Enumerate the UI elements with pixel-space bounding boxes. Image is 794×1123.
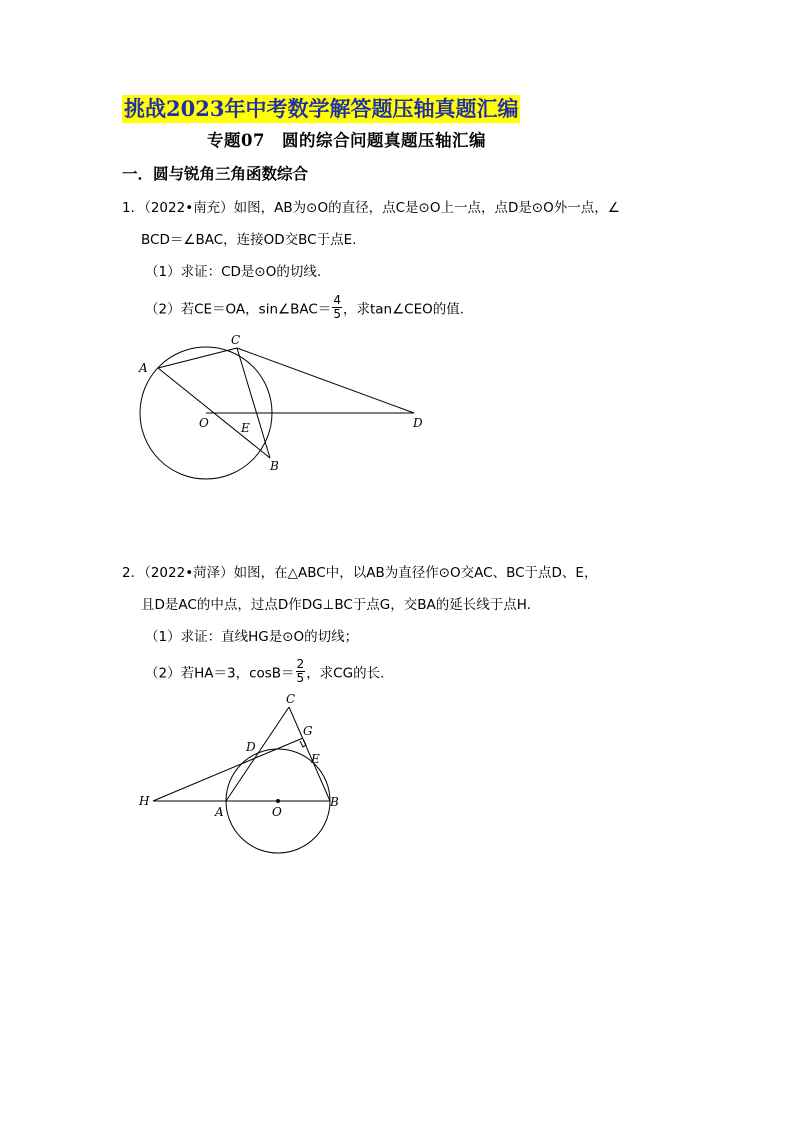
problem2-line1: 2．（2022•菏泽）如图，在△ABC中，以AB为直径作⊙O交AC、BC于点D、E， [122, 565, 598, 581]
problem1-line1: 1．（2022•南充）如图，AB为⊙O的直径，点C是⊙O上一点，点D是⊙O外一点，∠ [122, 200, 620, 216]
problem2-part2-tail: ，求CG的长. [306, 665, 385, 682]
label-e2: E [311, 752, 320, 766]
problem2-part2 [145, 657, 385, 687]
problem1-line2: BCD＝∠BAC，连接OD交BC于点E. [141, 232, 357, 248]
segment-cb [237, 348, 270, 458]
label-g: G [303, 724, 313, 738]
problem2-part1: （1）求证：直线HG是⊙O的切线； [145, 629, 359, 645]
problem2-part2-text: （2）若HA＝3，cosB＝ [145, 665, 295, 682]
fraction-numerator: 4 [333, 293, 341, 307]
segment-hg [153, 738, 303, 801]
figure-2-labels [138, 692, 339, 819]
label-a2: A [215, 805, 224, 819]
label-h: H [139, 794, 150, 808]
label-o: O [199, 416, 209, 430]
problem1-part2-text: （2）若CE＝OA，sin∠BAC＝ [145, 301, 332, 318]
fraction-denominator: 5 [296, 671, 305, 685]
problem2-line2: 且D是AC的中点，过点D作DG⊥BC于点G，交BA的延长线于点H. [141, 597, 531, 613]
segment-cb [289, 707, 330, 801]
label-b2: B [330, 795, 339, 809]
problem2-fraction [296, 658, 306, 685]
label-o2: O [272, 805, 282, 819]
fraction-denominator: 5 [333, 307, 341, 321]
label-d: D [413, 416, 423, 430]
page-title: 专题07 圆的综合问题真题压轴汇编 [207, 131, 486, 150]
segment-ac [226, 707, 289, 801]
label-c: C [231, 333, 241, 347]
label-c2: C [286, 692, 296, 706]
problem1-part2-tail: ，求tan∠CEO的值. [342, 301, 465, 318]
banner-title: 挑战2023年中考数学解答题压轴真题汇编 [124, 96, 519, 121]
fraction-numerator: 2 [296, 657, 305, 671]
label-e: E [241, 421, 250, 435]
label-d2: D [246, 740, 256, 754]
figure-1-labels [138, 333, 423, 473]
label-a: A [139, 361, 148, 375]
label-b: B [270, 459, 279, 473]
section-heading: 一．圆与锐角三角函数综合 [122, 164, 309, 183]
center-dot [276, 799, 280, 803]
problem1-part1: （1）求证：CD是⊙O的切线. [145, 264, 322, 280]
